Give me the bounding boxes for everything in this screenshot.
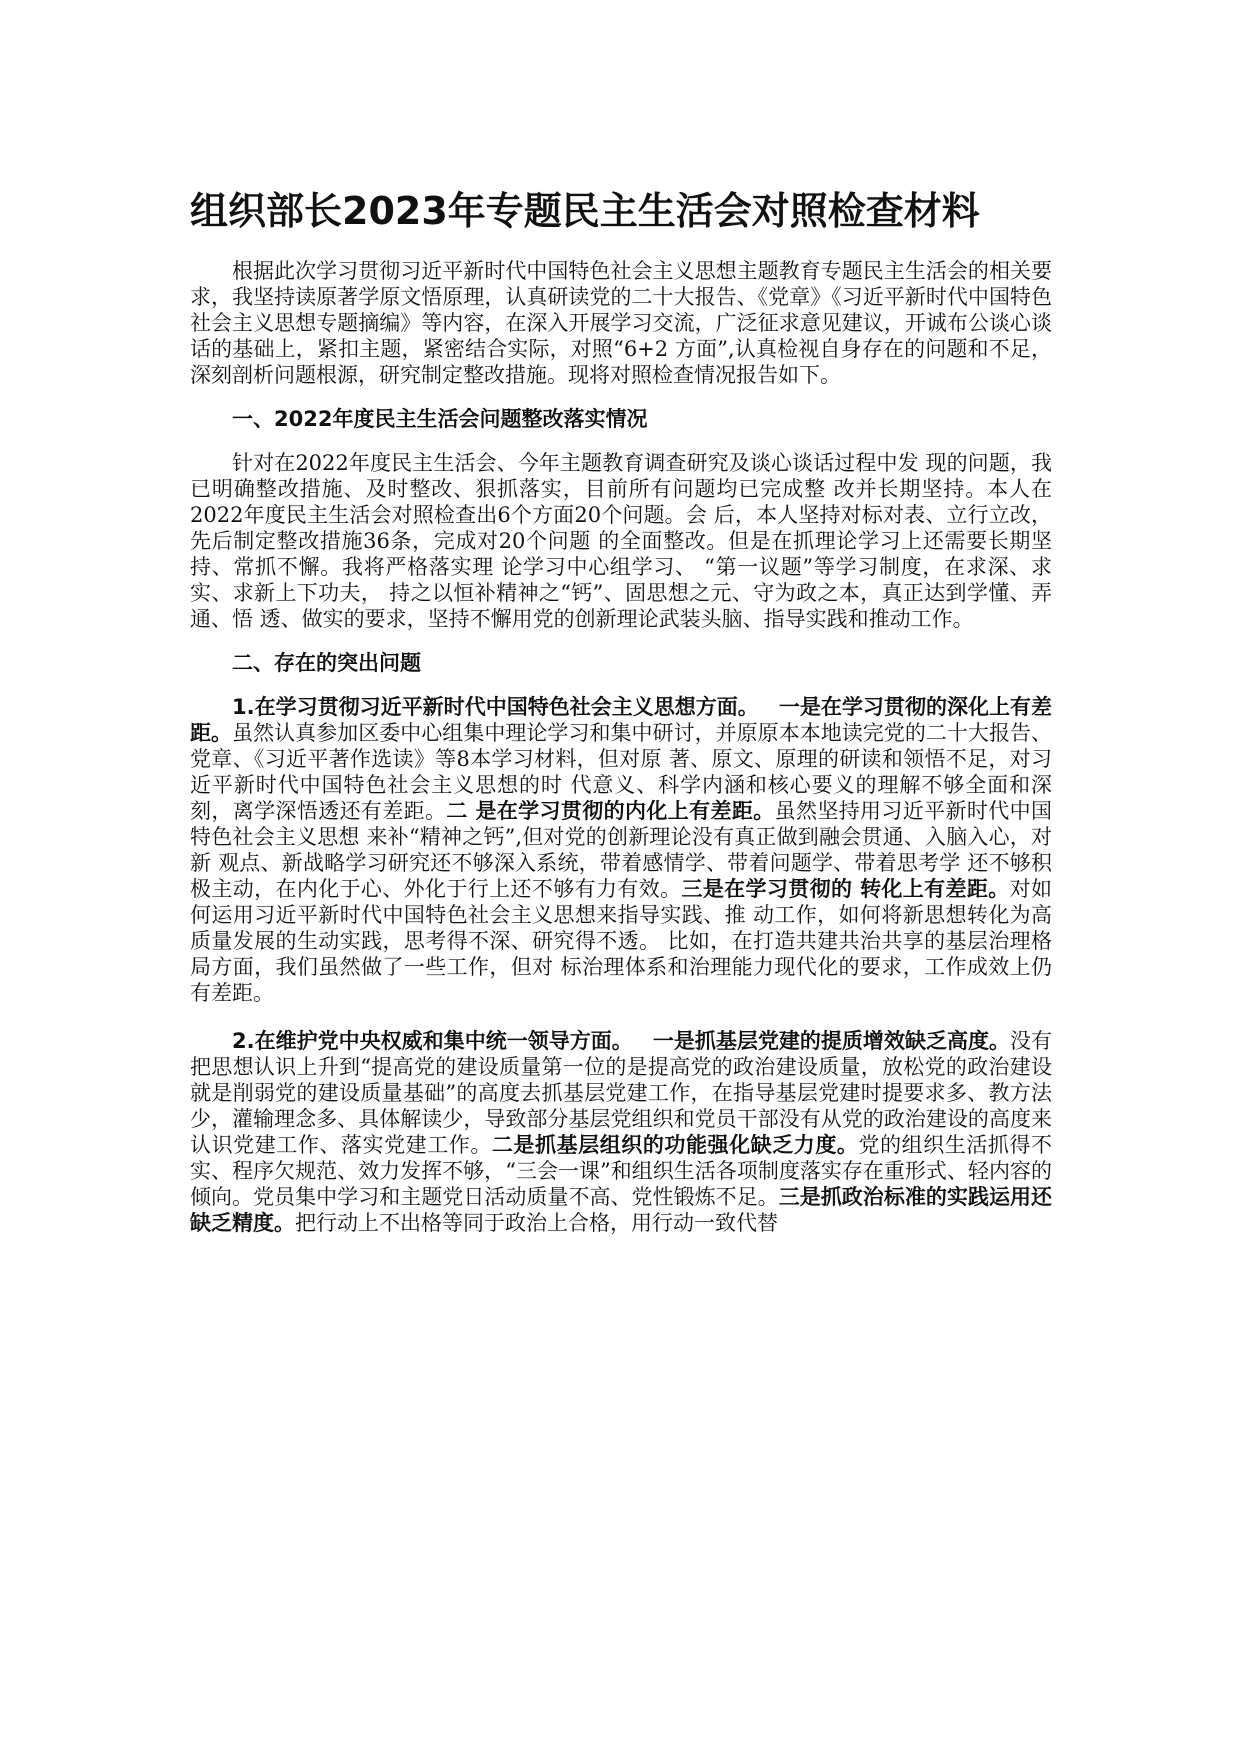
item2-title: 2.在维护党中央权威和集中统一领导方面。 xyxy=(232,1029,633,1053)
item1-point3-lead: 三是在学习贯彻的 转化上有差距。 xyxy=(681,877,1010,901)
item2-point2-text: 党的组织生活抓得不实、程序欠规范、效力发挥不够，“三会一课”和组织生活各项制度落实存在重形式、轻内容的倾向。党员集中学习和主题党日活动质量不高、党性锻炼不足。 xyxy=(190,1133,1053,1209)
item2-point1-lead: 一是抓基层党建的提质增效缺乏高度。 xyxy=(652,1029,1011,1053)
item1-paragraph xyxy=(190,694,1052,1006)
item1-point1-text: 虽然认真参加区委中心组集中理论学习和集中研讨，并原原本本地读完党的二十大报告、党章、《习近平著作选读》等8本学习材料，但对原 著、原文、原理的研读和领悟不足，对习近平新时代中国特色社会主义思想的时 代意义、科学内涵和核心要义的理解不够全面和深刻，离学深悟透还有差距。 xyxy=(190,721,1053,823)
item1-point2-text: 虽然坚持用习近平新时代中国特色社会主义思想 来补“精神之钙”,但对党的创新理论没有真正做到融会贯通、入脑入心，对新 观点、新战略学习研究还不够深入系统，带着感情学、带着问题学、带着思考学 还不够积极主动，在内化于心、外化于行上还不够有力有效。 xyxy=(190,799,1052,901)
document-title: 组织部长2023年专题民主生活会对照检查材料 xyxy=(190,189,980,233)
item1-title: 1.在学习贯彻习近平新时代中国特色社会主义思想方面。 xyxy=(232,695,759,719)
item2-point2-lead: 二是抓基层组织的功能强化缺乏力度。 xyxy=(491,1133,859,1157)
section1-heading: 一、2022年度民主生活会问题整改落实情况 xyxy=(232,407,648,431)
section2-heading: 二、存在的突出问题 xyxy=(232,651,421,675)
item2-point1-text: 没有把思想认识上升到“提高党的建设质量第一位的是提高党的政治建设质量，放松党的政治建设就是削弱党的建设质量基础”的高度去抓基层党建工作，在指导基层党建时提要求多、教方法少，灌输理念多、具体解读少，导致部分基层党组织和党员干部没有从党的政治建设的高度来认识党建工作、落实党建工作。 xyxy=(190,1029,1053,1157)
section1-paragraph: 针对在2022年度民主生活会、今年主题教育调查研究及谈心谈话过程中发 现的问题，我已明确整改措施、及时整改、狠抓落实，目前所有问题均已完成整 改并长期坚持。本人在2022年度民主生活会对照检查出6个方面20个问题。会 后，本人坚持对标对表、立行立改，先后制定整改措施36条，完成对20个问题 的全面整改。但是在抓理论学习上还需要长期坚持、常抓不懈。我将严格落实理 论学习中心组学习、 “第一议题”等学习制度，在求深、求实、求新上下功夫， 持之以恒补精神之“钙”、固思想之元、守为政之本，真正达到学懂、弄通、悟 透、做实的要求，坚持不懈用党的创新理论武装头脑、指导实践和推动工作。 xyxy=(190,451,1052,631)
item2-point3-text: 把行动上不出格等同于政治上合格，用行动一致代替 xyxy=(295,1211,778,1235)
document-body xyxy=(190,258,1052,1236)
intro-paragraph: 根据此次学习贯彻习近平新时代中国特色社会主义思想主题教育专题民主生活会的相关要求，我坚持读原著学原文悟原理，认真研读党的二十大报告、《党章》《习近平新时代中国特色社会主义思想专题摘编》等内容，在深入开展学习交流，广泛征求意见建议，开诚布公谈心谈话的基础上，紧扣主题，紧密结合实际，对照“6+2 方面”,认真检视自身存在的问题和不足，深刻剖析问题根源，研究制定整改措施。现将对照检查情况报告如下。 xyxy=(190,259,1052,387)
item1-point2-lead: 二 是在学习贯彻的内化上有差距。 xyxy=(446,799,775,823)
item1-point3-text: 对如何运用习近平新时代中国特色社会主义思想来指导实践、推 动工作，如何将新思想转化为高质量发展的生动实践，思考得不深、研究得不透。 比如，在打造共建共治共享的基层治理格局方面，我们虽然做了一些工作，但对 标治理体系和治理能力现代化的要求，工作成效上仍有差距。 xyxy=(190,877,1053,1005)
item2-paragraph xyxy=(190,1028,1052,1236)
item2-point3-lead: 三是抓政治标准的实践运用还缺乏精度。 xyxy=(190,1185,1053,1235)
item1-point1-lead: 一是在学习贯彻的深化上有差距。 xyxy=(190,695,1053,745)
